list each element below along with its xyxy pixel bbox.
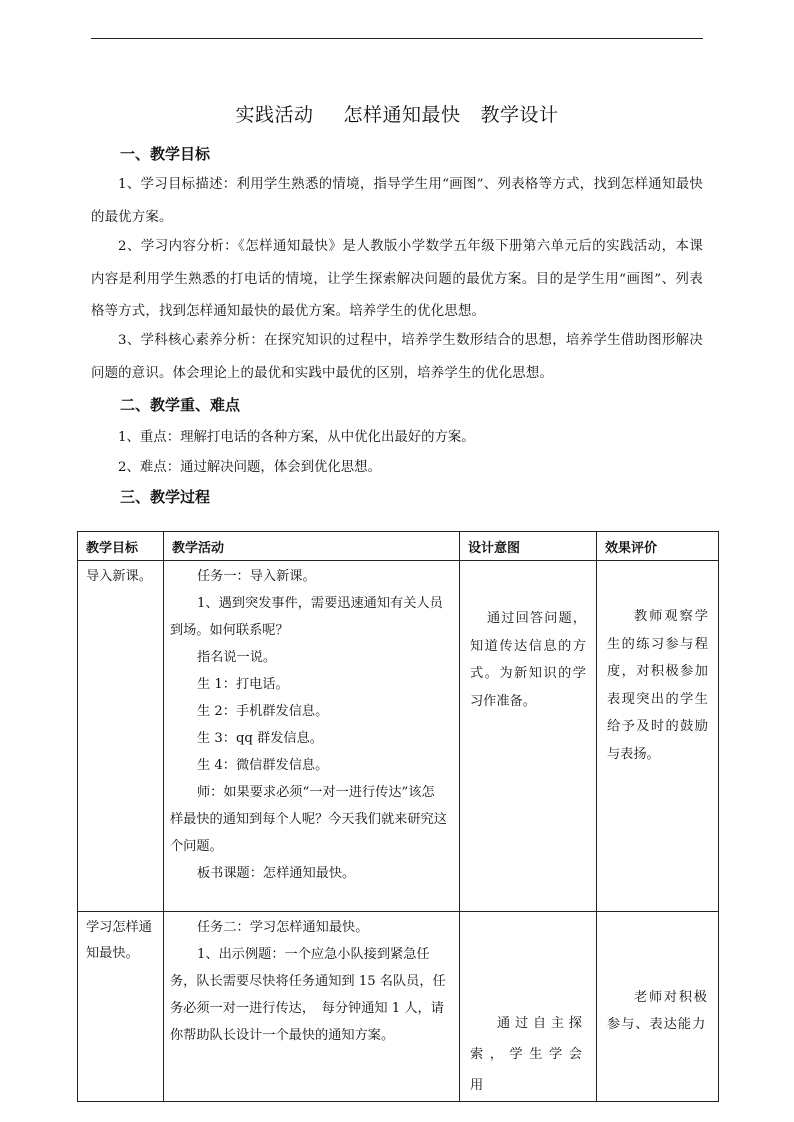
activity-line: 生 4：微信群发信息。	[197, 758, 329, 773]
process-table	[77, 531, 719, 1102]
row-intent: 通过自主探索，学生学会用	[460, 912, 597, 1102]
title-part-design: 教学设计	[480, 104, 559, 126]
activity-line: 指名说一说。	[197, 650, 277, 665]
row-goal: 导入新课。	[78, 561, 164, 912]
table-row	[78, 912, 719, 1102]
row-intent: 通过回答问题，知道传达信息的方式。为新知识的学习作准备。	[460, 561, 597, 912]
header-activity: 教学活动	[164, 532, 460, 561]
header-rule	[91, 38, 703, 39]
row-goal: 学习怎样通知最快。	[78, 912, 164, 1102]
activity-line: 1、出示例题：一个应急小队接到紧急任务，队长需要尽快将任务通知到 15 名队员，任务必须一对一进行传达， 每分钟通知 1 人，请你帮助队长设计一个最快的通知方案。	[170, 947, 446, 1043]
header-effect: 效果评价	[597, 532, 719, 561]
difficulty-item: 2、难点：通过解决问题，体会到优化思想。	[118, 460, 381, 475]
document-title	[0, 100, 794, 127]
title-part-topic: 怎样通知最快	[343, 104, 461, 126]
row-activities	[164, 912, 460, 1102]
title-part-activity: 实践活动	[235, 104, 314, 126]
keypoint-item: 1、重点：理解打电话的各种方案，从中优化出最好的方案。	[118, 430, 475, 445]
header-intent: 设计意图	[460, 532, 597, 561]
activity-line: 任务一：导入新课。	[197, 569, 316, 584]
goal-paragraph-3: 3、学科核心素养分析：在探究知识的过程中，培养学生数形结合的思想，培养学生借助图形解决问题的意识。体会理论上的最优和实践中最优的区别，培养学生的优化思想。	[91, 333, 703, 381]
activity-line: 生 2：手机群发信息。	[197, 704, 329, 719]
row-effect: 老师对积极参与、表达能力	[597, 912, 719, 1102]
header-goal: 教学目标	[78, 532, 164, 561]
activity-line: 1、遇到突发事件，需要迅速通知有关人员到场。如何联系呢？	[170, 596, 443, 638]
activity-line: 生 1：打电话。	[197, 677, 289, 692]
section-heading-keypoints: 二、教学重、难点	[120, 396, 241, 414]
activity-line: 师：如果要求必须“一对一进行传达”该怎样最快的通知到每个人呢？今天我们就来研究这个问题。	[170, 785, 447, 854]
goal-paragraph-1: 1、学习目标描述：利用学生熟悉的情境，指导学生用“画图”、列表格等方式，找到怎样通知最快的最优方案。	[91, 177, 703, 225]
goal-paragraph-2: 2、学习内容分析：《怎样通知最快》是人教版小学数学五年级下册第六单元后的实践活动，本课内容是利用学生熟悉的打电话的情境，让学生探索解决问题的最优方案。目的是学生用“画图”、列表格等方式，找到怎样通知最快的最优方案。培养学生的优化思想。	[91, 239, 703, 319]
table-row	[78, 561, 719, 912]
row-activities	[164, 561, 460, 912]
row-effect: 教师观察学生的练习参与程度，对积极参加表现突出的学生给予及时的鼓励与表扬。	[597, 561, 719, 912]
table-header-row	[78, 532, 719, 561]
activity-line: 生 3：qq 群发信息。	[197, 731, 323, 746]
activity-line: 板书课题：怎样通知最快。	[197, 866, 356, 881]
section-heading-goals: 一、教学目标	[120, 145, 211, 163]
section-heading-process: 三、教学过程	[120, 488, 211, 506]
activity-line: 任务二：学习怎样通知最快。	[197, 920, 369, 935]
